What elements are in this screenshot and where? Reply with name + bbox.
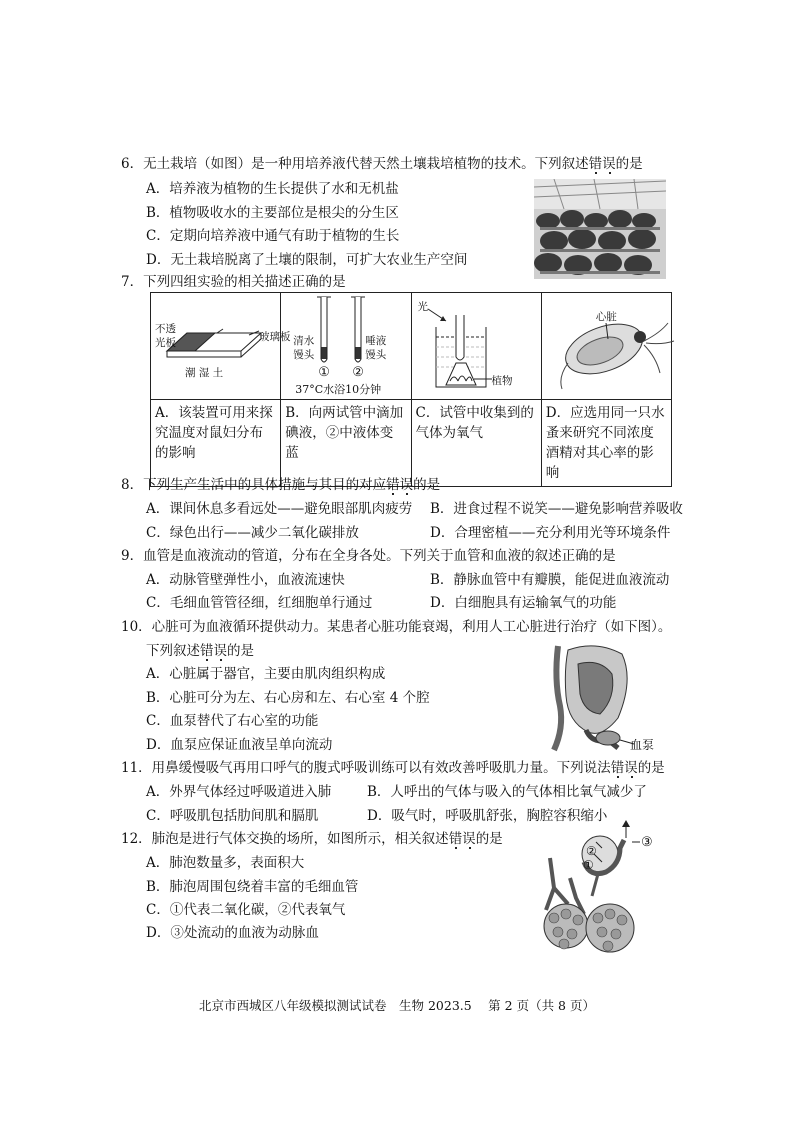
q6-stem [121,152,643,172]
q8-stem [121,473,440,493]
q6-option-b[interactable]: B．植物吸收水的主要部位是根尖的分生区 [146,205,399,221]
q9-option-c[interactable]: C．毛细血管管径细，红细胞单行通过 [146,595,373,611]
q10-option-b[interactable]: B．心脏可分为左、右心房和左、右心室 4 个腔 [146,690,430,706]
q7-option-b[interactable]: B．向两试管中滴加碘液，②中液体变蓝 [281,400,411,487]
q11-option-c[interactable]: C．呼吸肌包括肋间肌和膈肌 [146,808,319,824]
q10-stem-text: 下列叙述 [146,643,200,659]
q12-stem [121,827,503,847]
q6-stem-end: 的是 [615,156,643,172]
page-footer: 北京市西城区八年级模拟测试试卷 生物 2023.5 第 2 页（共 8 页） [199,998,595,1013]
q8-option-d[interactable]: D．合理密植——充分利用光等环境条件 [430,525,671,541]
label-saliva: 唾液 [365,335,387,347]
q6-option-d[interactable]: D．无土栽培脱离了土壤的限制，可扩大农业生产空间 [146,252,468,268]
label-plant: 植物 [491,375,513,387]
tube-number-1: ① [318,365,330,380]
q11-option-a[interactable]: A．外界气体经过呼吸道进入肺 [146,784,332,800]
q10-stem-line2 [146,639,254,659]
q10-option-a[interactable]: A．心脏属于器官，主要由肌肉组织构成 [146,666,386,682]
label-bread-1: 馒头 [293,349,315,361]
q9-option-b[interactable]: B．静脉血管中有瓣膜，能促进血液流动 [430,572,670,588]
q10-stem-end: 的是 [227,643,254,659]
tube-number-2: ② [352,365,364,380]
q11-option-d[interactable]: D．吸气时，呼吸肌舒张，胸腔容积缩小 [367,808,608,824]
q7-option-c[interactable]: C．试管中收集到的气体为氧气 [411,400,541,487]
q9-option-a[interactable]: A．动脉管壁弹性小，血液流速快 [146,572,345,588]
label-light: 光 [417,301,428,313]
q11-stem-emphasis: 错误 [611,760,638,779]
q7-stem: 7．下列四组实验的相关描述正确的是 [121,274,346,290]
label-water: 清水 [293,335,315,347]
q11-stem-end: 的是 [637,760,665,776]
q8-option-b[interactable]: B．进食过程不说笑——避免影响营养吸收 [430,501,683,517]
soilless-culture-photo [534,179,666,279]
q10-stem-line1: 10．心脏可为血液循环提供动力。某患者心脏功能衰竭，利用人工心脏进行治疗（如下图）。 [121,619,672,635]
experiment-table [150,292,672,487]
q6-option-c[interactable]: C．定期向培养液中通气有助于植物的生长 [146,228,400,244]
q10-stem-emphasis: 错误 [200,643,227,662]
q7-option-d[interactable]: D．应选用同一只水蚤来研究不同浓度酒精对其心率的影响 [541,400,671,487]
fig-woodlouse-device [151,293,291,400]
q8-stem-text: 8．下列生产生活中的具体措施与其目的对应 [121,477,387,493]
label-damp-soil: 潮 湿 土 [185,367,224,379]
label-heart: 心脏 [595,311,617,323]
q6-stem-text: 6．无土栽培（如图）是一种用培养液代替天然土壤栽培植物的技术。下列叙述 [121,156,589,172]
q6-stem-emphasis: 错误 [589,156,616,175]
q9-option-d[interactable]: D．白细胞具有运输氧气的功能 [430,595,617,611]
fig-test-tubes [281,293,411,400]
q11-stem-text: 11．用鼻缓慢吸气再用口呼气的腹式呼吸训练可以有效改善呼吸肌力量。下列说法 [121,760,611,776]
q12-stem-text: 12．肺泡是进行气体交换的场所，如图所示，相关叙述 [121,831,449,847]
q9-stem: 9．血管是血液流动的管道，分布在全身各处。下列关于血管和血液的叙述正确的是 [121,548,616,564]
label-bread-2: 馒头 [365,349,387,361]
q12-option-d[interactable]: D．③处流动的血液为动脉血 [146,925,319,941]
q12-stem-end: 的是 [475,831,503,847]
q8-stem-end: 的是 [413,477,441,493]
label-circle-2: ② [586,844,597,858]
q10-option-d[interactable]: D．血泵应保证血液呈单向流动 [146,737,333,753]
label-opaque-2: 光板 [155,337,176,349]
water-bath-caption: 37°C水浴10分钟 [295,383,382,396]
q7-option-a[interactable]: A．该装置可用来探究温度对鼠妇分布的影响 [151,400,281,487]
label-opaque-1: 不透 [155,323,176,335]
q10-option-c[interactable]: C．血泵替代了右心室的功能 [146,713,319,729]
q12-option-c[interactable]: C．①代表二氧化碳，②代表氧气 [146,902,346,918]
label-glass-plate: 玻璃板 [259,331,291,343]
q12-stem-emphasis: 错误 [449,831,476,850]
label-circle-1: ① [583,858,594,872]
fig-water-flea [541,293,671,400]
label-circle-3: ③ [641,835,653,850]
fig-gas-collection [411,293,541,400]
q12-option-a[interactable]: A．肺泡数量多，表面积大 [146,855,305,871]
q8-stem-emphasis: 错误 [386,477,413,496]
q12-option-b[interactable]: B．肺泡周围包绕着丰富的毛细血管 [146,879,359,895]
q8-option-a[interactable]: A．课间休息多看远处——避免眼部肌肉疲劳 [146,501,413,517]
q6-option-a[interactable]: A．培养液为植物的生长提供了水和无机盐 [146,181,399,197]
q11-stem [121,756,665,776]
q8-option-c[interactable]: C．绿色出行——减少二氧化碳排放 [146,525,359,541]
label-blood-pump: 血泵 [630,738,655,752]
artificial-heart-drawing [548,640,638,752]
q11-option-b[interactable]: B．人呼出的气体与吸入的气体相比氧气减少了 [367,784,647,800]
